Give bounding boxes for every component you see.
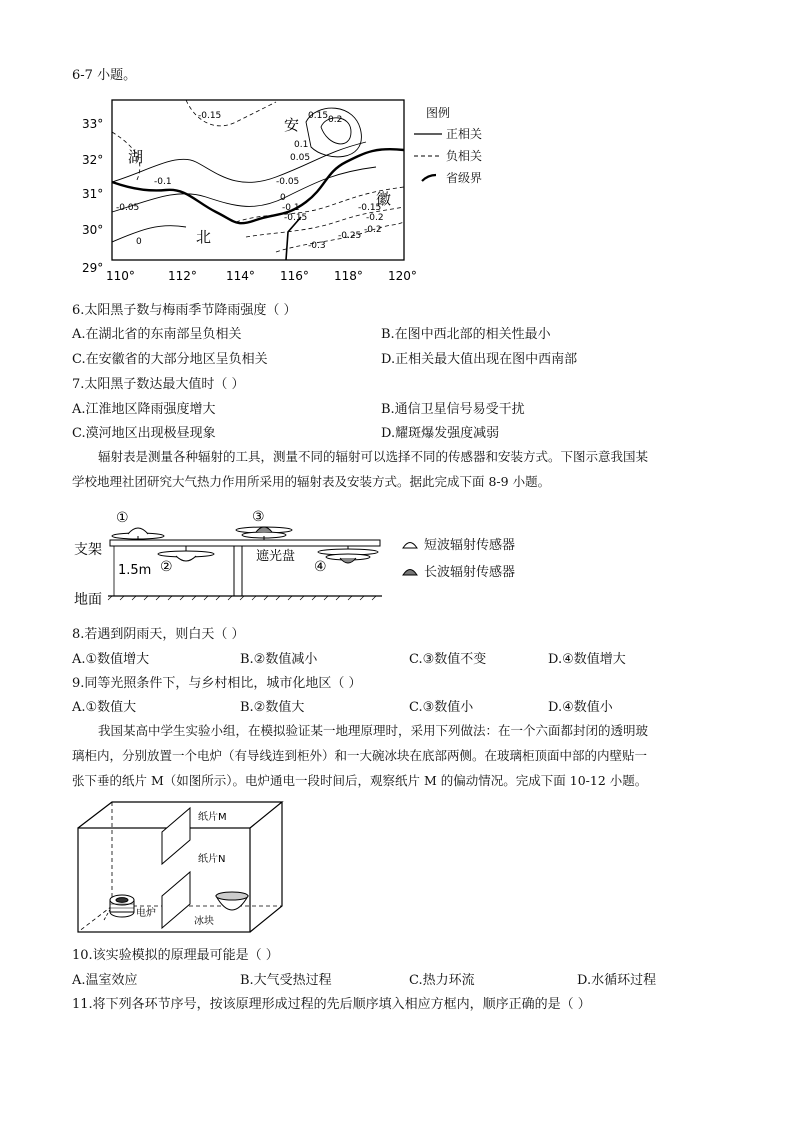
lon-label: 116° [280, 269, 309, 283]
legend-label: 负相关 [446, 149, 483, 163]
legend-label: 省级界 [446, 171, 483, 185]
legend-label: 短波辐射传感器 [424, 538, 516, 553]
q8-option-a[interactable]: A.①数值增大 [72, 652, 150, 667]
q10-option-a[interactable]: A.温室效应 [72, 973, 138, 988]
lat-label: 30° [82, 223, 104, 237]
q7-option-d[interactable]: D.耀斑爆发强度减弱 [381, 426, 500, 441]
q7-option-a[interactable]: A.江淮地区降雨强度增大 [72, 402, 216, 417]
q6-option-a[interactable]: A.在湖北省的东南部呈负相关 [72, 327, 242, 342]
lon-label: 118° [334, 269, 363, 283]
circle-label-4: ④ [314, 559, 327, 575]
height-label: 1.5m [118, 563, 152, 578]
ground-label: 地面 [74, 592, 102, 606]
ice-label: 冰块 [194, 916, 214, 927]
negative-contours [112, 100, 404, 252]
legend-item-border [414, 169, 482, 186]
bracket-label: 支架 [74, 542, 102, 558]
radiation-meter-figure [72, 502, 392, 606]
lat-label: 32° [82, 153, 104, 167]
lon-label: 120° [388, 269, 417, 283]
legend-label: 长波辐射传感器 [424, 565, 516, 580]
passage-experiment [72, 718, 732, 793]
q10-stem: 10.该实验模拟的原理最可能是（ ） [72, 948, 279, 963]
q6-option-c[interactable]: C.在安徽省的大部分地区呈负相关 [72, 352, 268, 367]
q6-option-d[interactable]: D.正相关最大值出现在图中西南部 [381, 352, 578, 367]
contour-value: -0.1 [282, 203, 300, 213]
passage-line: 璃柜内，分别放置一个电炉（有导线连到柜外）和一大碗冰块在底部两侧。在玻璃柜顶面中部的内壁贴一 [72, 748, 648, 763]
contour-value: -0.1 [154, 177, 172, 187]
correlation-map [76, 92, 426, 292]
q9-stem: 9.同等光照条件下，与乡村相比，城市化地区（ ） [72, 676, 362, 691]
glass-box-figure [76, 800, 286, 936]
lat-label: 31° [82, 187, 104, 201]
q8-stem: 8.若遇到阴雨天，则白天（ ） [72, 627, 245, 642]
legend-item-positive [414, 125, 482, 142]
province-border [286, 217, 301, 260]
paper-m-label: 纸片M [198, 812, 227, 823]
radiation-legend [402, 534, 515, 580]
contour-values [116, 111, 384, 251]
contour-value: 0.1 [294, 140, 309, 150]
q7-option-c[interactable]: C.漠河地区出现极昼现象 [72, 426, 216, 441]
q6-stem: 6.太阳黑子数与梅雨季节降雨强度（ ） [72, 303, 297, 318]
contour-value: -0.2 [364, 225, 382, 235]
contour-value: -0.2 [366, 213, 384, 223]
passage-line: 学校地理社团研究大气热力作用所采用的辐射表及安装方式。据此完成下面 8-9 小题。 [72, 474, 551, 489]
q10-option-d[interactable]: D.水循环过程 [577, 973, 657, 988]
contour-value: -0.15 [198, 111, 222, 121]
legend-item-longwave [402, 561, 515, 580]
q8-option-c[interactable]: C.③数值不变 [409, 652, 487, 667]
q9-option-b[interactable]: B.②数值大 [240, 700, 305, 715]
passage-radiation [72, 444, 732, 494]
legend-title: 图例 [426, 106, 451, 120]
q9-option-c[interactable]: C.③数值小 [409, 700, 474, 715]
q7-stem: 7.太阳黑子数达最大值时（ ） [72, 377, 245, 392]
passage-line: 张下垂的纸片 M（如图所示）。电炉通电一段时间后，观察纸片 M 的偏动情况。完成下面 10-12 小题。 [72, 773, 648, 788]
legend-item-shortwave [402, 534, 515, 553]
border-line-icon [414, 173, 442, 183]
q8-option-d[interactable]: D.④数值增大 [548, 652, 626, 667]
circle-label-2: ② [160, 559, 173, 575]
shortwave-sensor-icon [402, 539, 418, 549]
q8-option-b[interactable]: B.②数值减小 [240, 652, 318, 667]
map-legend [414, 104, 482, 186]
q7-option-b[interactable]: B.通信卫星信号易受干扰 [381, 402, 525, 417]
contour-value: -0.05 [276, 177, 300, 187]
solid-line-icon [414, 130, 442, 138]
shade-label: 遮光盘 [256, 549, 296, 564]
lon-label: 114° [226, 269, 255, 283]
lat-label: 29° [82, 261, 104, 275]
contour-value: -0.25 [338, 231, 362, 241]
circle-label-1: ① [116, 510, 129, 526]
contour-value: 0 [136, 237, 142, 247]
intro-text: 6-7 小题。 [72, 68, 137, 83]
q9-option-d[interactable]: D.④数值小 [548, 700, 613, 715]
circle-label-3: ③ [252, 509, 265, 525]
contour-value: -0.15 [284, 213, 308, 223]
lat-label: 33° [82, 117, 104, 131]
region-label: 北 [196, 228, 212, 246]
legend-label: 正相关 [446, 127, 483, 141]
dashed-line-icon [414, 152, 442, 160]
region-label: 徽 [376, 190, 392, 208]
stove-label: 电炉 [136, 908, 156, 919]
contour-value: -0.05 [116, 203, 140, 213]
contour-value: 0.15 [308, 111, 329, 121]
contour-value: 0 [280, 193, 286, 203]
passage-line: 我国某高中学生实验小组，在模拟验证某一地理原理时，采用下列做法：在一个六面都封闭的透明玻 [98, 723, 649, 738]
q11-stem: 11.将下列各环节序号，按该原理形成过程的先后顺序填入相应方框内，顺序正确的是（ ） [72, 997, 591, 1012]
lon-label: 110° [106, 269, 135, 283]
legend-item-negative [414, 147, 482, 164]
contour-value: 0.05 [290, 153, 311, 163]
region-label: 安 [284, 116, 300, 134]
q6-option-b[interactable]: B.在图中西北部的相关性最小 [381, 327, 551, 342]
lon-label: 112° [168, 269, 197, 283]
contour-value: -0.3 [308, 241, 326, 251]
paper-n-label: 纸片N [198, 854, 226, 865]
q10-option-c[interactable]: C.热力环流 [409, 973, 475, 988]
q10-option-b[interactable]: B.大气受热过程 [240, 973, 332, 988]
region-label: 湖 [128, 148, 144, 166]
contour-value: 0.2 [328, 115, 343, 125]
contour-value: -0.15 [358, 203, 382, 213]
q9-option-a[interactable]: A.①数值大 [72, 700, 137, 715]
longwave-sensor-icon [402, 566, 418, 576]
passage-line: 辐射表是测量各种辐射的工具，测量不同的辐射可以选择不同的传感器和安装方式。下图示意我国某 [98, 449, 649, 464]
